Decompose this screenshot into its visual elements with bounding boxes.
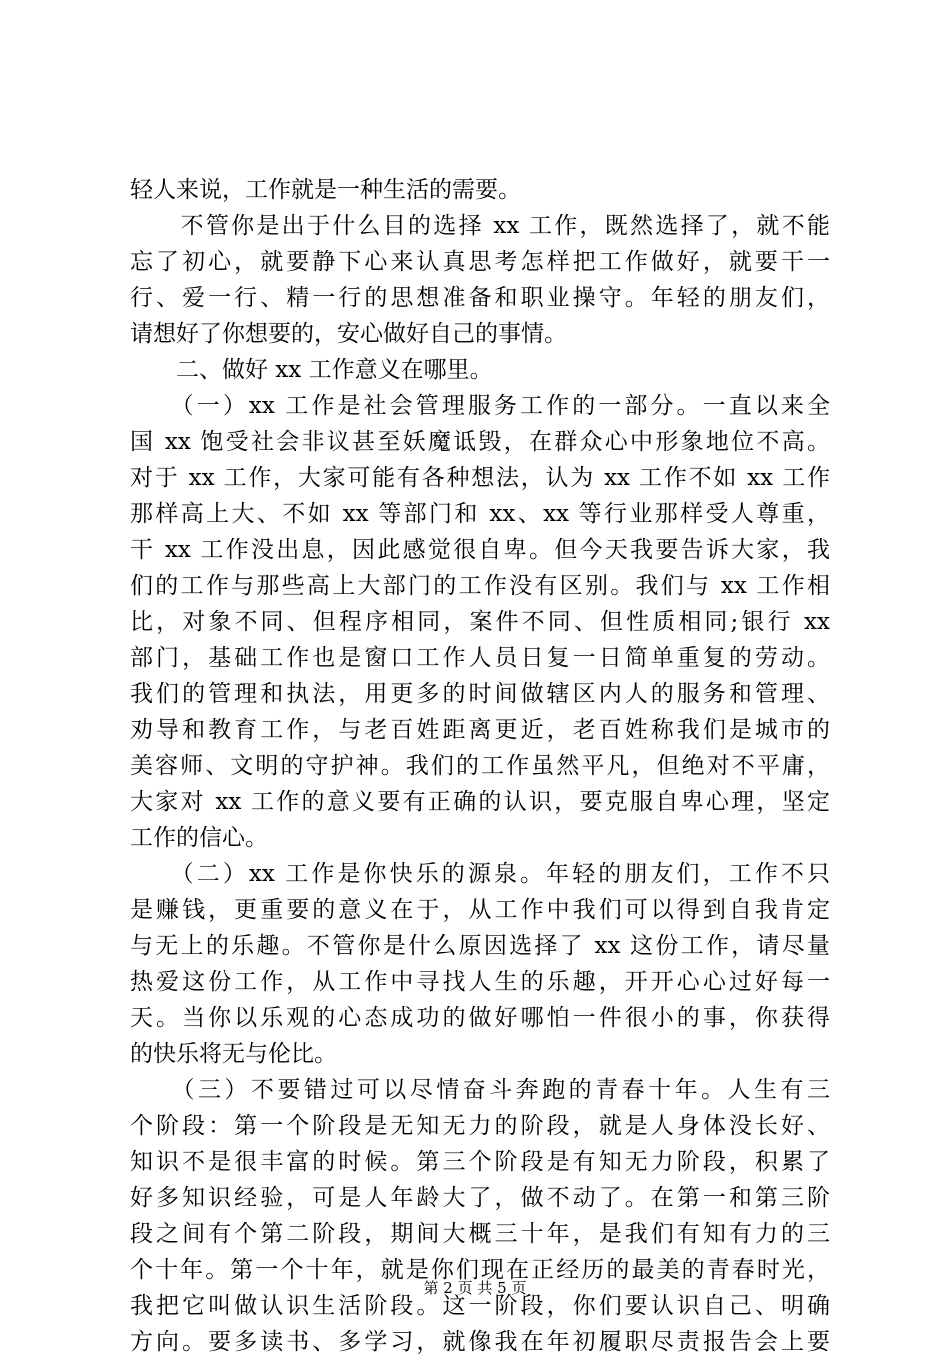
text-line: 我们的管理和执法，用更多的时间做辖区内人的服务和管理、	[130, 681, 830, 707]
page-footer	[0, 1278, 950, 1298]
text-line: 比，对象不同、但程序相同，案件不同、但性质相同;银行 xx	[130, 609, 830, 635]
text-line: 请想好了你想要的，安心做好自己的事情。	[130, 321, 567, 347]
text-line: 我把它叫做认识生活阶段。这一阶段，你们要认识自己、明确	[130, 1293, 830, 1319]
text-line: 劝导和教育工作，与老百姓距离更近，老百姓称我们是城市的	[130, 717, 830, 743]
text-line: 国 xx 饱受社会非议甚至妖魔诋毁，在群众心中形象地位不高。	[130, 429, 830, 455]
text-line: 大家对 xx 工作的意义要有正确的认识，要克服自卑心理，坚定	[130, 789, 830, 815]
text-line: 个十年。第一个十年，就是你们现在正经历的最美的青春时光，	[130, 1257, 830, 1283]
text-line: 们的工作与那些高上大部门的工作没有区别。我们与 xx 工作相	[130, 573, 830, 599]
text-line: 段之间有个第二阶段，期间大概三十年，是我们有知有力的三	[130, 1221, 830, 1247]
section-heading: 二、做好 xx 工作意义在哪里。	[130, 357, 493, 383]
page-number: 第 2 页 共 5 页	[423, 1279, 527, 1297]
body-text	[130, 172, 830, 1360]
text-line: 个阶段：第一个阶段是无知无力的阶段，就是人身体没长好、	[130, 1113, 830, 1139]
text-line: 天。当你以乐观的心态成功的做好哪怕一件很小的事，你获得	[130, 1005, 830, 1031]
text-line: （二）xx 工作是你快乐的源泉。年轻的朋友们，工作不只	[130, 861, 830, 887]
text-line: 轻人来说，工作就是一种生活的需要。	[130, 177, 521, 203]
text-line: 忘了初心，就要静下心来认真思考怎样把工作做好，就要干一	[130, 249, 830, 275]
text-line: 那样高上大、不如 xx 等部门和 xx、xx 等行业那样受人尊重，	[130, 501, 830, 527]
text-line: 热爱这份工作，从工作中寻找人生的乐趣，开开心心过好每一	[130, 969, 830, 995]
text-line: 与无上的乐趣。不管你是什么原因选择了 xx 这份工作，请尽量	[130, 933, 830, 959]
text-line: 对于 xx 工作，大家可能有各种想法，认为 xx 工作不如 xx 工作	[130, 465, 830, 491]
text-line: 的快乐将无与伦比。	[130, 1041, 337, 1067]
text-line: 方向。要多读书、多学习，就像我在年初履职尽责报告会上要	[130, 1329, 830, 1355]
text-line: 部门，基础工作也是窗口工作人员日复一日简单重复的劳动。	[130, 645, 830, 671]
text-line: 好多知识经验，可是人年龄大了，做不动了。在第一和第三阶	[130, 1185, 830, 1211]
text-line: （一）xx 工作是社会管理服务工作的一部分。一直以来全	[130, 393, 830, 419]
text-line: 干 xx 工作没出息，因此感觉很自卑。但今天我要告诉大家，我	[130, 537, 830, 563]
text-line: 工作的信心。	[130, 825, 268, 851]
text-line: 是赚钱，更重要的意义在于，从工作中我们可以得到自我肯定	[130, 897, 830, 923]
text-line: 美容师、文明的守护神。我们的工作虽然平凡，但绝对不平庸，	[130, 753, 830, 779]
text-line: 不管你是出于什么目的选择 xx 工作，既然选择了，就不能	[130, 213, 830, 239]
text-line: 行、爱一行、精一行的思想准备和职业操守。年轻的朋友们，	[130, 285, 830, 311]
text-line: 知识不是很丰富的时候。第三个阶段是有知无力阶段，积累了	[130, 1149, 830, 1175]
text-line: （三）不要错过可以尽情奋斗奔跑的青春十年。人生有三	[130, 1077, 830, 1103]
